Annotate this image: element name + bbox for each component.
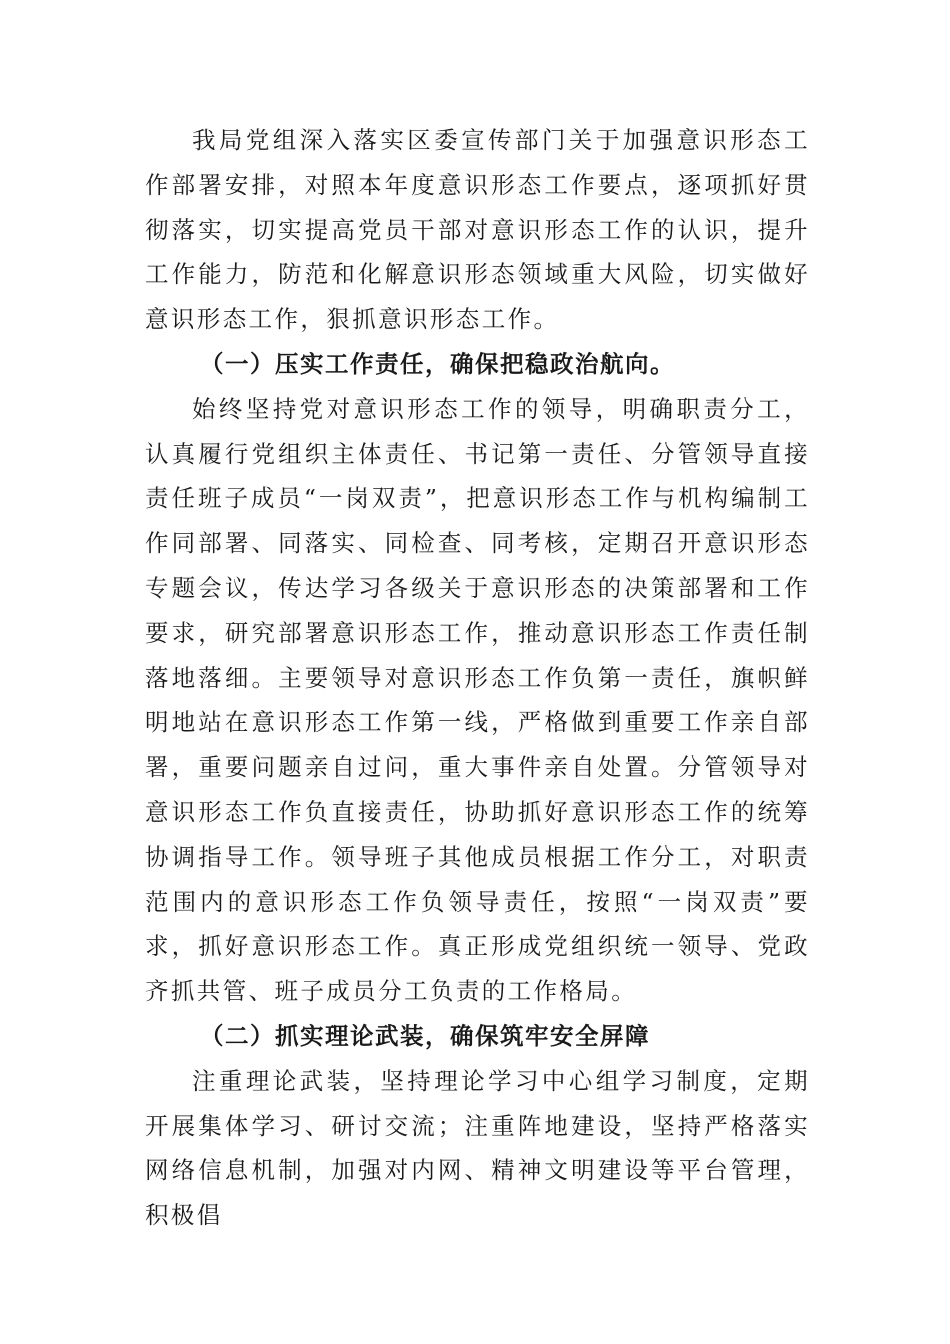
document-body <box>145 118 810 1238</box>
intro-paragraph: 我局党组深入落实区委宣传部门关于加强意识形态工作部署安排，对照本年度意识形态工作要点，逐项抓好贯彻落实，切实提高党员干部对意识形态工作的认识，提升工作能力，防范和化解意识形态领域重大风险，切实做好意识形态工作，狠抓意识形态工作。 <box>145 126 810 334</box>
section-2-paragraph: 注重理论武装，坚持理论学习中心组学习制度，定期开展集体学习、研讨交流；注重阵地建设，坚持严格落实网络信息机制，加强对内网、精神文明建设等平台管理，积极倡 <box>145 1066 810 1230</box>
section-heading-1: （一）压实工作责任，确保把稳政治航向。 <box>200 349 675 378</box>
section-1-paragraph: 始终坚持党对意识形态工作的领导，明确职责分工，认真履行党组织主体责任、书记第一责任、分管领导直接责任班子成员“一岗双责”，把意识形态工作与机构编制工作同部署、同落实、同检查、同考核，定期召开意识形态专题会议，传达学习各级关于意识形态的决策部署和工作要求，研究部署意识形态工作，推动意识形态工作责任制落地落细。主要领导对意识形态工作负第一责任，旗帜鲜明地站在意识形态工作第一线，严格做到重要工作亲自部署，重要问题亲自过问，重大事件亲自处置。分管领导对意识形态工作负直接责任，协助抓好意识形态工作的统筹协调指导工作。领导班子其他成员根据工作分工，对职责范围内的意识形态工作负领导责任，按照“一岗双责”要求，抓好意识形态工作。真正形成党组织统一领导、党政齐抓共管、班子成员分工负责的工作格局。 <box>145 394 810 1006</box>
section-heading-2: （二）抓实理论武装，确保筑牢安全屏障 <box>200 1021 650 1050</box>
